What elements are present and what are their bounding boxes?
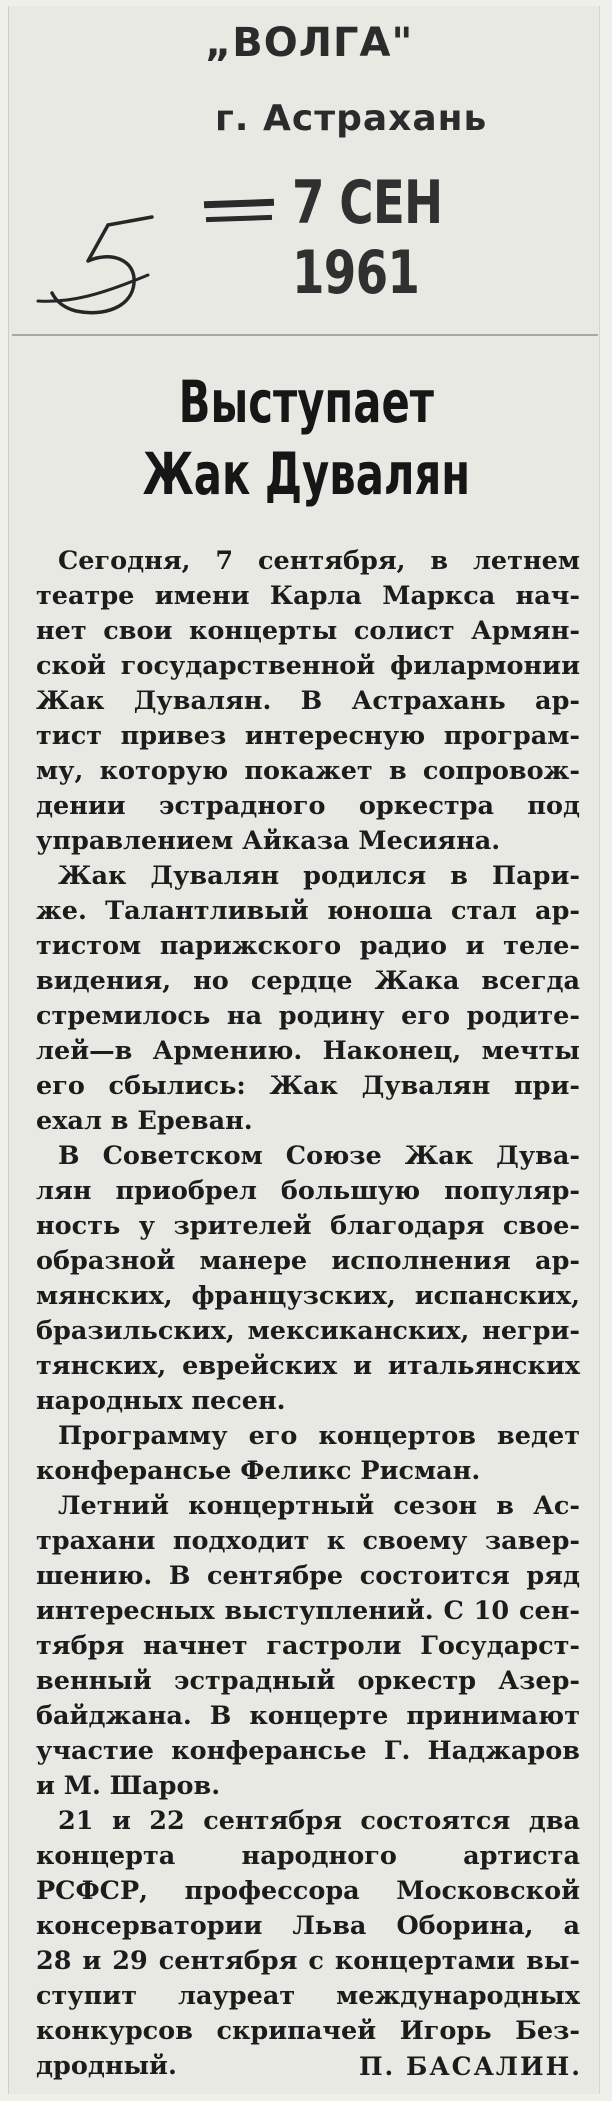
article-line: дении эстрадного оркестра под <box>36 791 580 821</box>
article-line: Программу его концертов ведет <box>58 1421 580 1451</box>
article-line: тист привез интересную програм- <box>36 721 580 751</box>
article-line: народных песен. <box>36 1386 286 1416</box>
article-line: ступит лауреат международных <box>36 1981 580 2011</box>
article-line: тября начнет гастроли Государст- <box>36 1631 580 1661</box>
article-line: управлением Айказа Месияна. <box>36 826 501 856</box>
article-line: тянских, еврейских и итальянских <box>36 1351 580 1381</box>
stamp-dash-mark <box>206 215 272 222</box>
stamp-dash-mark <box>204 199 274 208</box>
article-line: Жак Дувалян. В Астрахань ар- <box>36 686 580 716</box>
article-line: видения, но сердце Жака всегда <box>36 966 580 996</box>
article-line: Сегодня, 7 сентября, в летнем <box>58 546 580 576</box>
stamp-date: 7 СЕН 1961 <box>292 168 443 308</box>
article-line: шению. В сентябре состоится ряд <box>36 1561 580 1591</box>
article-line: консерватории Льва Оборина, а <box>36 1911 580 1941</box>
article-line: стремилось на родину его родите- <box>36 1001 580 1031</box>
handwritten-number <box>30 205 160 329</box>
article-line: же. Талантливый юноша стал ар- <box>36 896 580 926</box>
article-line: дродный. <box>36 2051 177 2081</box>
article-line: лян приобрел большую популяр- <box>36 1176 580 1206</box>
article-line: РСФСР, профессора Московской <box>36 1876 580 1906</box>
article-line: 21 и 22 сентября состоятся два <box>58 1806 580 1836</box>
article-line: В Советском Союзе Жак Дува- <box>58 1141 580 1171</box>
article-line: байджана. В концерте принимают <box>36 1701 580 1731</box>
article-line: ность у зрителей благодаря свое- <box>36 1211 580 1241</box>
article-line: концерта народного артиста <box>36 1841 580 1871</box>
article-line: конферансье Феликс Рисман. <box>36 1456 481 1486</box>
article-line: му, которую покажет в сопровож- <box>36 756 580 786</box>
clipping-edge-line <box>12 334 598 336</box>
article-line: образной манере исполнения ар- <box>36 1246 580 1276</box>
article-line: Летний концертный сезон в Ас- <box>58 1491 580 1521</box>
article-line: нет свои концерты солист Армян- <box>36 616 580 646</box>
article-line: театре имени Карла Маркса нач- <box>36 581 580 611</box>
headline-line-2: Жак Дувалян <box>142 440 470 508</box>
article-line: ехал в Ереван. <box>36 1106 253 1136</box>
stamp-city: г. Астрахань <box>215 98 488 139</box>
article-line: и М. Шаров. <box>36 1771 221 1801</box>
stamp-newspaper-name: „ВОЛГА" <box>205 20 414 66</box>
article-line: интересных выступлений. С 10 сен- <box>36 1596 580 1626</box>
article-line: конкурсов скрипачей Игорь Без- <box>36 2016 580 2046</box>
article-line: участие конферансье Г. Наджаров <box>36 1736 580 1766</box>
article-line: тистом парижского радио и теле- <box>36 931 580 961</box>
headline-line-1: Выступает <box>178 368 434 436</box>
article-body <box>36 544 580 2084</box>
author-signature: П. БАСАЛИН. <box>358 2052 582 2081</box>
article-line: 28 и 29 сентября с концертами вы- <box>36 1946 580 1976</box>
article-line: ской государственной филармонии <box>36 651 580 681</box>
article-line: бразильских, мексиканских, негри- <box>36 1316 580 1346</box>
article-line: Жак Дувалян родился в Пари- <box>58 861 580 891</box>
article-line: венный эстрадный оркестр Азер- <box>36 1666 580 1696</box>
article-line: трахани подходит к своему завер- <box>36 1526 580 1556</box>
article-line: лей—в Армению. Наконец, мечты <box>36 1036 580 1066</box>
article-line: мянских, французских, испанских, <box>36 1281 580 1311</box>
article-line: его сбылись: Жак Дувалян при- <box>36 1071 580 1101</box>
